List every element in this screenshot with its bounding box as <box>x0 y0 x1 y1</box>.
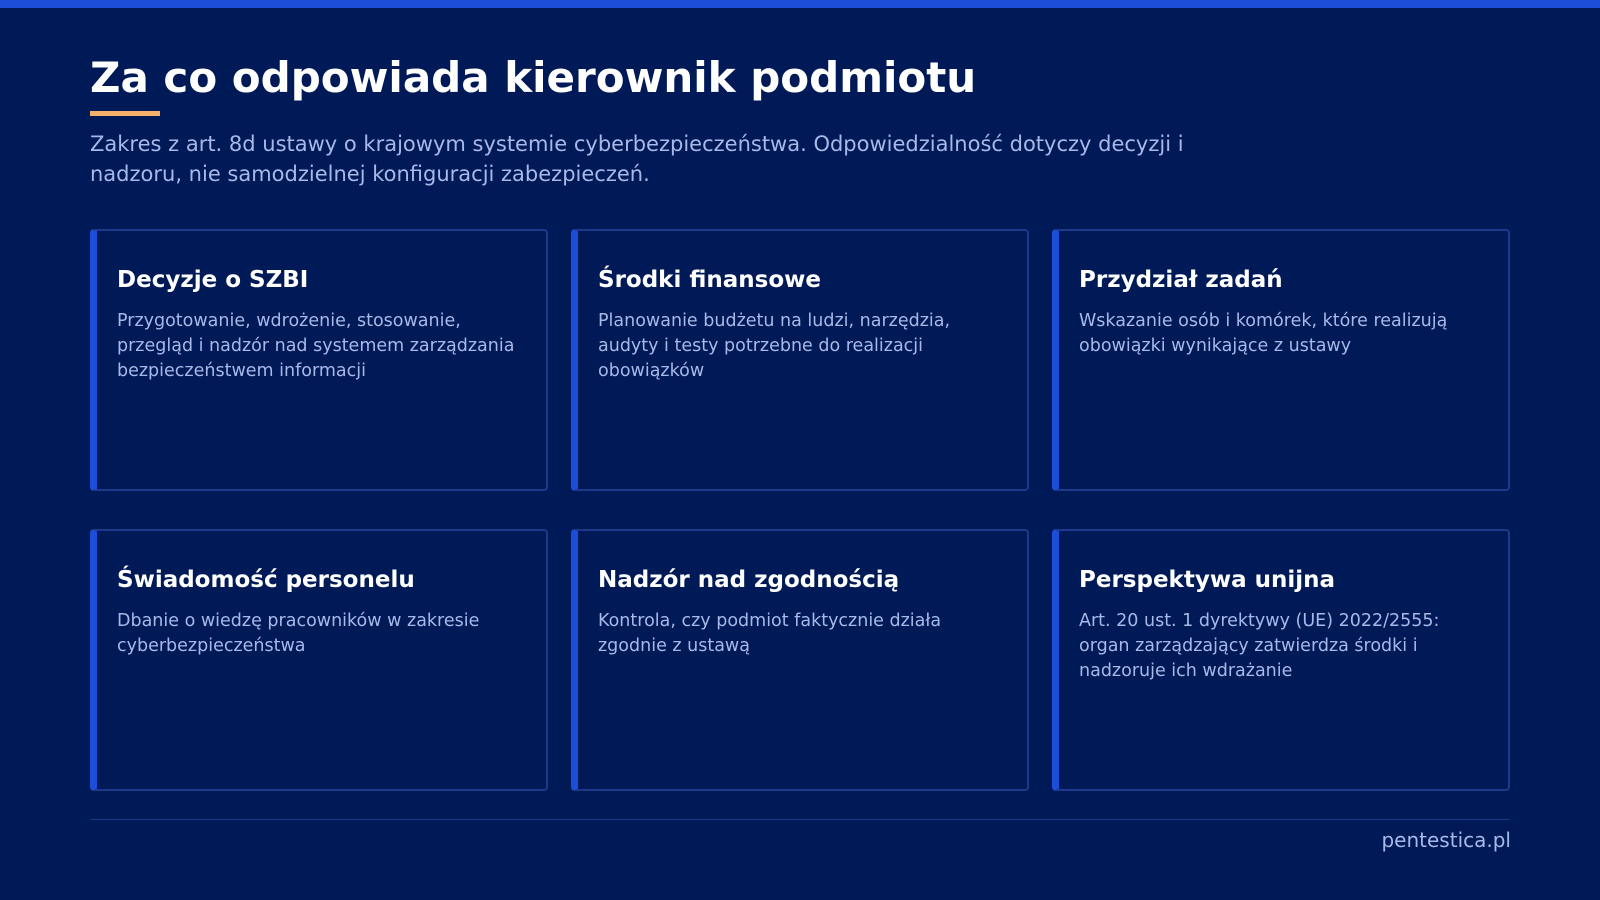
card-title: Nadzór nad zgodnością <box>598 567 900 593</box>
card-title: Świadomość personelu <box>117 567 415 593</box>
card-eu-perspective <box>1052 529 1510 791</box>
card-staff-awareness <box>90 529 548 791</box>
page-title: Za co odpowiada kierownik podmiotu <box>90 53 977 102</box>
card-description: Wskazanie osób i komórek, które realizują obowiązki wynikające z ustawy <box>1079 311 1448 356</box>
card-description: Dbanie o wiedzę pracowników w zakresie cyberbezpieczeństwa <box>117 611 480 656</box>
card-title: Decyzje o SZBI <box>117 267 309 293</box>
card-description: Planowanie budżetu na ludzi, narzędzia, audyty i testy potrzebne do realizacji obowiązków <box>598 311 951 381</box>
responsibility-cards-grid <box>90 229 1510 791</box>
top-accent-bar <box>0 0 1600 8</box>
card-description: Przygotowanie, wdrożenie, stosowanie, przegląd i nadzór nad systemem zarządzania bezpieczeństwem informacji <box>117 311 515 381</box>
card-description: Kontrola, czy podmiot faktycznie działa zgodnie z ustawą <box>598 611 942 656</box>
card-szbi-decisions <box>90 229 548 491</box>
card-task-assignment <box>1052 229 1510 491</box>
card-compliance-oversight <box>571 529 1029 791</box>
card-title: Środki finansowe <box>598 267 822 293</box>
title-underline <box>90 111 160 116</box>
page-subtitle: Zakres z art. 8d ustawy o krajowym systemie cyberbezpieczeństwa. Odpowiedzialność dotyczy decyzji i nadzoru, nie samodzielnej konfiguracji zabezpieczeń. <box>90 132 1184 186</box>
card-description: Art. 20 ust. 1 dyrektywy (UE) 2022/2555: organ zarządzający zatwierdza środki i nadzoruje ich wdrażanie <box>1079 611 1440 681</box>
card-title: Perspektywa unijna <box>1079 567 1336 593</box>
card-title: Przydział zadań <box>1079 267 1283 293</box>
card-financial-resources <box>571 229 1029 491</box>
footer-divider <box>90 819 1510 820</box>
footer-brand: pentestica.pl <box>1381 828 1511 852</box>
